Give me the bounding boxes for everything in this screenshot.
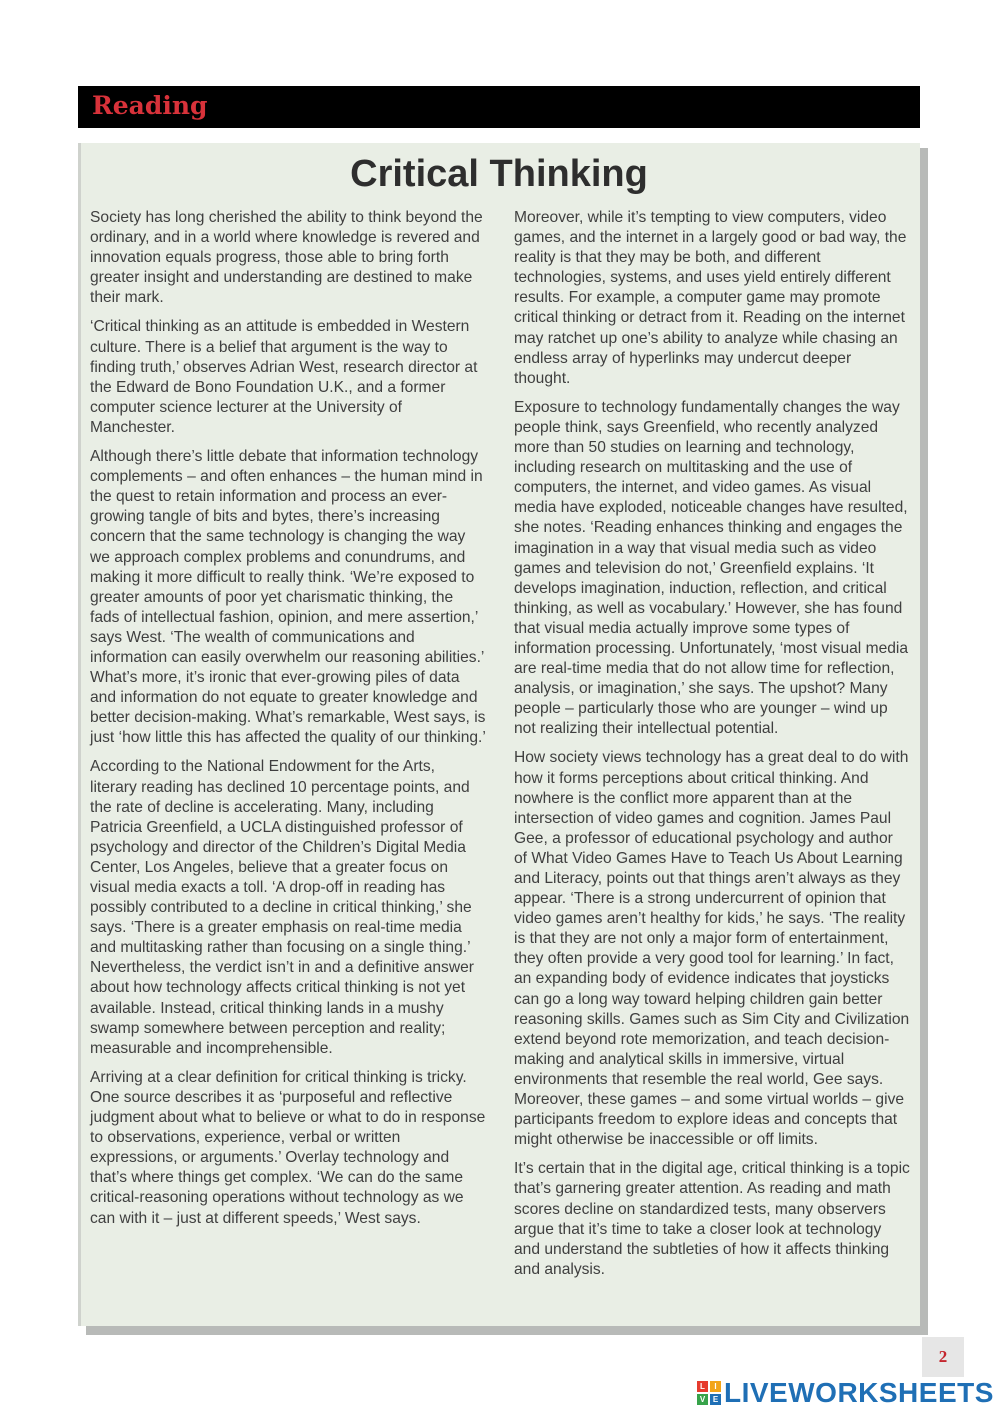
paragraph: According to the National Endowment for the Arts, literary reading has declined 10 percentage points, and the rate of decline is accelerating. Many, including Patricia Greenfield, a UCLA distinguished professor of psychology and director of the Children’s Digital Media Center, Los Angeles, believe that a greater focus on visual media exacts a toll. ‘A drop-off in reading has possibly contributed to a decline in critical thinking,’ she says. ‘There is a greater emphasis on real-time media and multitasking rather than focusing on a single thing.’ Nevertheless, the verdict isn’t in and a definitive answer about how technology affects critical thinking is not yet available. Instead, critical thinking lands in a mushy swamp somewhere between perception and reality; measurable and incomprehensible. — [90, 758, 474, 1057]
article-title: Critical Thinking — [350, 153, 648, 195]
section-label: Reading — [92, 91, 208, 120]
paragraph: It’s certain that in the digital age, critical thinking is a topic that’s garnering greater attention. As reading and math scores decline on standardized tests, many observers argue that it’s time to take a closer look at technology and understand the subtleties of how it affects thinking and analysis. — [514, 1160, 910, 1278]
right-column — [514, 208, 910, 1289]
paragraph: Moreover, while it’s tempting to view computers, video games, and the internet in a largely good or bad way, the reality is that they may be both, and different technologies, systems, and uses yield entirely different results. For example, a computer game may promote critical thinking or detract from it. Reading on the internet may ratchet up one’s ability to analyze while chasing an endless array of hyperlinks may undercut deeper thought. — [514, 209, 907, 387]
paragraph: Arriving at a clear definition for critical thinking is tricky. One source describes it as ‘purposeful and reflective judgment about what to believe or what to do in response to observations, experience, verbal or written expressions, or arguments.’ Overlay technology and that’s where things get complex. ‘We can do the same critical-reasoning operations without technology as we can with it – just at different speeds,’ West says. — [90, 1068, 486, 1227]
left-column — [90, 208, 486, 1238]
brand-wordmark: LIVEWORKSHEETS — [724, 1377, 994, 1408]
paragraph: Although there’s little debate that information technology complements – and often enhances – the human mind in the quest to retain information and process an ever-growing tangle of bits and bytes, there’s increasing concern that the same technology is changing the way we approach complex problems and conundrums, and making it more difficult to really think. ‘We’re exposed to greater amounts of poor yet charismatic thinking, the fads of intellectual fashion, opinion, and mere assertion,’ says West. ‘The wealth of communications and information can easily overwhelm our reasoning abilities.’ What’s more, it’s ironic that ever-growing piles of data and information do not equate to greater knowledge and better decision-making. What’s remarkable, West says, is just ‘how little this has affected the quality of our thinking.’ — [90, 448, 486, 747]
paragraph: ‘Critical thinking as an attitude is embedded in Western culture. There is a belief that argument is the way to finding truth,’ observes Adrian West, research director at the Edward de Bono Foundation U.K., and a former computer science lecturer at the University of Manchester. — [90, 318, 478, 436]
paragraph: How society views technology has a great deal to do with how it forms perceptions about critical thinking. And nowhere is the conflict more apparent than at the intersection of video games and cognition. James Paul Gee, a professor of educational psychology and author of What Video Games Have to Teach Us About Learning and Literacy, points out that things aren’t always as they appear. ‘There is a strong undercurrent of opinion that video games aren’t healthy for kids,’ he says. ‘The reality is that they are not only a major form of entertainment, they often provide a very good tool for learning.’ In fact, an expanding body of evidence indicates that joysticks can go a long way toward helping children gain better reasoning skills. Games such as Sim City and Civilization extend beyond rote memorization, and teach decision-making and analytical skills in immersive, virtual environments that resemble the real world, Gee says. Moreover, these games – and some virtual worlds – give participants freedom to explore ideas and concepts that might otherwise be inaccessible or off limits. — [514, 749, 910, 1149]
page-number: 2 — [922, 1337, 964, 1377]
paragraph: Society has long cherished the ability to think beyond the ordinary, and in a world where knowledge is revered and innovation equals progress, those able to bring forth greater insight and understanding are destined to make their mark. — [90, 209, 483, 307]
section-header-bar — [78, 86, 920, 128]
logo-mark-icon: L I V E — [697, 1381, 721, 1405]
paragraph: Exposure to technology fundamentally changes the way people think, says Greenfield, who recently analyzed more than 50 studies on learning and technology, including research on multitasking and the use of computers, the internet, and video games. As visual media have exploded, noticeable changes have resulted, she notes. ‘Reading enhances thinking and engages the imagination in a way that visual media such as video games and television do not,’ Greenfield explains. ‘It develops imagination, induction, reflection, and critical thinking, as well as vocabulary.’ However, she has found that visual media actually improve some types of information processing. Unfortunately, ‘most visual media are real-time media that do not allow time for reflection, analysis, or imagination,’ she says. The upshot? Many people – particularly those who are younger – wind up not realizing their intellectual potential. — [514, 398, 909, 738]
liveworksheets-logo[interactable] — [697, 1376, 994, 1410]
